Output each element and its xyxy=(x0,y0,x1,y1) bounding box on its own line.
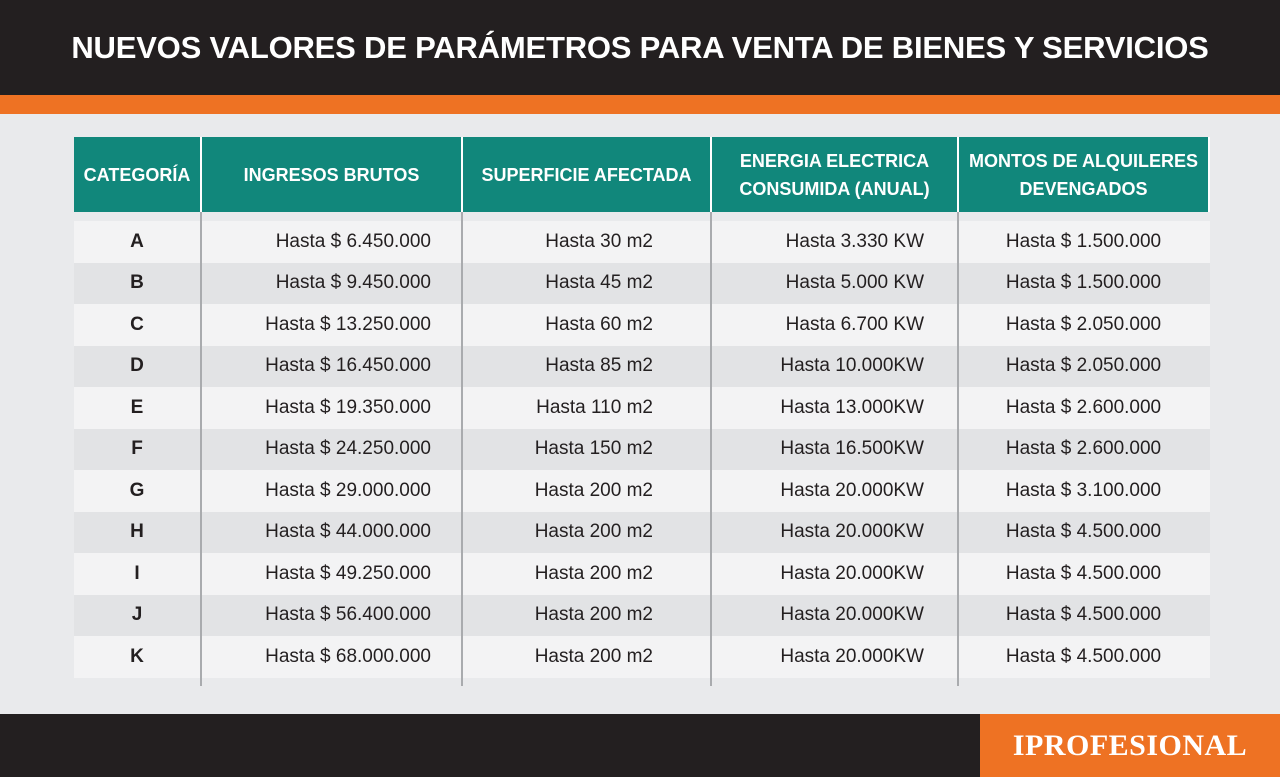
cell-energia: Hasta 20.000KW xyxy=(780,604,924,626)
header-superficie-afectada: SUPERFICIE AFECTADA xyxy=(463,137,710,212)
cell-alquileres: Hasta $ 4.500.000 xyxy=(1005,645,1162,667)
orange-stripe xyxy=(0,95,1280,114)
logo-text: IPROFESIONAL xyxy=(1012,728,1248,762)
cell-superficie: Hasta 60 m2 xyxy=(545,313,653,335)
cell-categoria: H xyxy=(130,521,144,543)
header-ingresos-brutos: INGRESOS BRUTOS xyxy=(202,137,461,212)
table-header xyxy=(74,137,1210,212)
cell-categoria: F xyxy=(131,438,143,460)
header-energia-electrica: ENERGIA ELECTRICA CONSUMIDA (ANUAL) xyxy=(712,137,957,212)
cell-superficie: Hasta 200 m2 xyxy=(534,645,653,667)
cell-ingresos-brutos: Hasta $ 16.450.000 xyxy=(265,355,431,377)
column-divider xyxy=(957,212,959,686)
cell-energia: Hasta 16.500KW xyxy=(780,438,924,460)
cell-energia: Hasta 5.000 KW xyxy=(785,272,924,294)
title-bar xyxy=(0,0,1280,95)
cell-alquileres: Hasta $ 3.100.000 xyxy=(1005,479,1162,501)
cell-categoria: J xyxy=(131,604,143,626)
page-title: NUEVOS VALORES DE PARÁMETROS PARA VENTA DE BIENES Y SERVICIOS xyxy=(71,29,1209,65)
cell-ingresos-brutos: Hasta $ 56.400.000 xyxy=(265,604,431,626)
table-row xyxy=(74,263,1210,305)
table-row xyxy=(74,470,1210,512)
table-row xyxy=(74,346,1210,388)
table-row xyxy=(74,304,1210,346)
cell-categoria: K xyxy=(130,645,144,667)
cell-ingresos-brutos: Hasta $ 9.450.000 xyxy=(275,272,431,294)
cell-superficie: Hasta 45 m2 xyxy=(545,272,653,294)
table-row xyxy=(74,636,1210,678)
cell-categoria: E xyxy=(130,396,144,418)
cell-ingresos-brutos: Hasta $ 6.450.000 xyxy=(275,230,431,252)
cell-energia: Hasta 20.000KW xyxy=(780,479,924,501)
cell-alquileres: Hasta $ 2.600.000 xyxy=(1005,396,1162,418)
cell-categoria: C xyxy=(130,313,144,335)
parameters-table xyxy=(74,137,1210,678)
cell-alquileres: Hasta $ 2.050.000 xyxy=(1005,355,1162,377)
cell-alquileres: Hasta $ 4.500.000 xyxy=(1005,521,1162,543)
cell-categoria: G xyxy=(129,479,145,501)
cell-categoria: B xyxy=(130,272,144,294)
header-categoria: CATEGORÍA xyxy=(74,137,200,212)
cell-superficie: Hasta 30 m2 xyxy=(545,230,653,252)
cell-alquileres: Hasta $ 2.600.000 xyxy=(1005,438,1162,460)
cell-alquileres: Hasta $ 1.500.000 xyxy=(1005,230,1162,252)
cell-superficie: Hasta 200 m2 xyxy=(534,604,653,626)
cell-energia: Hasta 3.330 KW xyxy=(785,230,924,252)
table-row xyxy=(74,512,1210,554)
cell-ingresos-brutos: Hasta $ 19.350.000 xyxy=(265,396,431,418)
cell-ingresos-brutos: Hasta $ 29.000.000 xyxy=(265,479,431,501)
cell-categoria: A xyxy=(130,230,144,252)
table-row xyxy=(74,429,1210,471)
column-divider xyxy=(200,212,202,686)
cell-energia: Hasta 20.000KW xyxy=(780,645,924,667)
table-row xyxy=(74,595,1210,637)
cell-ingresos-brutos: Hasta $ 24.250.000 xyxy=(265,438,431,460)
cell-alquileres: Hasta $ 4.500.000 xyxy=(1005,562,1162,584)
cell-categoria: D xyxy=(130,355,144,377)
table-row xyxy=(74,553,1210,595)
cell-superficie: Hasta 110 m2 xyxy=(536,396,653,418)
cell-energia: Hasta 10.000KW xyxy=(780,355,924,377)
table-row xyxy=(74,221,1210,263)
cell-alquileres: Hasta $ 2.050.000 xyxy=(1005,313,1162,335)
cell-alquileres: Hasta $ 4.500.000 xyxy=(1005,604,1162,626)
cell-energia: Hasta 20.000KW xyxy=(780,562,924,584)
column-divider xyxy=(461,212,463,686)
brand-logo xyxy=(980,714,1280,777)
cell-ingresos-brutos: Hasta $ 49.250.000 xyxy=(265,562,431,584)
column-divider xyxy=(710,212,712,686)
cell-superficie: Hasta 85 m2 xyxy=(545,355,653,377)
cell-superficie: Hasta 200 m2 xyxy=(534,479,653,501)
cell-ingresos-brutos: Hasta $ 44.000.000 xyxy=(265,521,431,543)
cell-alquileres: Hasta $ 1.500.000 xyxy=(1005,272,1162,294)
cell-energia: Hasta 13.000KW xyxy=(780,396,924,418)
table-body xyxy=(74,221,1210,678)
cell-ingresos-brutos: Hasta $ 68.000.000 xyxy=(265,645,431,667)
cell-superficie: Hasta 200 m2 xyxy=(534,521,653,543)
cell-energia: Hasta 6.700 KW xyxy=(785,313,924,335)
header-montos-alquileres: MONTOS DE ALQUILERES DEVENGADOS xyxy=(959,137,1208,212)
cell-superficie: Hasta 150 m2 xyxy=(534,438,653,460)
table-row xyxy=(74,387,1210,429)
cell-categoria: I xyxy=(134,562,140,584)
cell-superficie: Hasta 200 m2 xyxy=(534,562,653,584)
cell-energia: Hasta 20.000KW xyxy=(780,521,924,543)
cell-ingresos-brutos: Hasta $ 13.250.000 xyxy=(265,313,431,335)
